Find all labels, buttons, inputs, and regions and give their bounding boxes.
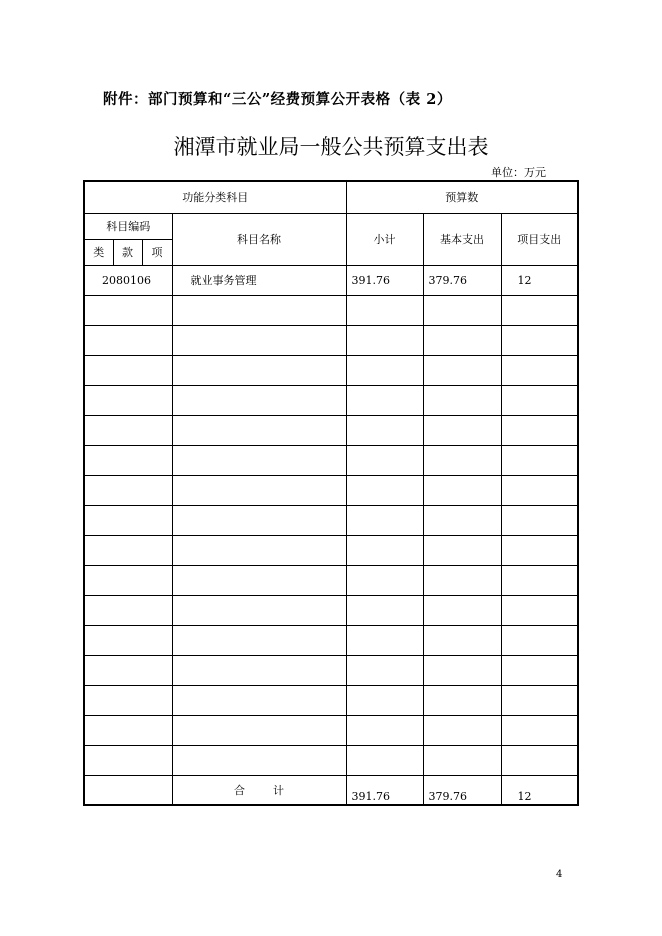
empty-cell — [423, 625, 501, 655]
empty-cell — [501, 415, 578, 445]
empty-row — [84, 625, 578, 655]
empty-cell — [423, 535, 501, 565]
header-budget-amount: 预算数 — [346, 181, 578, 213]
empty-cell — [346, 295, 423, 325]
empty-row — [84, 385, 578, 415]
empty-row — [84, 295, 578, 325]
empty-cell — [172, 445, 346, 475]
empty-cell — [172, 685, 346, 715]
header-function-category: 功能分类科目 — [84, 181, 346, 213]
empty-cell — [423, 325, 501, 355]
row-project: 12 — [501, 265, 578, 295]
empty-cell — [346, 715, 423, 745]
empty-cell — [346, 595, 423, 625]
empty-cell — [84, 715, 172, 745]
empty-cell — [501, 715, 578, 745]
empty-cell — [172, 295, 346, 325]
total-basic: 379.76 — [423, 775, 501, 805]
empty-cell — [423, 745, 501, 775]
empty-cell — [346, 355, 423, 385]
empty-cell — [501, 535, 578, 565]
empty-cell — [172, 655, 346, 685]
empty-cell — [84, 625, 172, 655]
empty-cell — [172, 625, 346, 655]
total-label-he: 合 — [234, 783, 245, 797]
header-basic-expenditure: 基本支出 — [423, 213, 501, 265]
empty-cell — [423, 685, 501, 715]
empty-row — [84, 475, 578, 505]
empty-cell — [423, 505, 501, 535]
empty-cell — [501, 565, 578, 595]
empty-cell — [501, 655, 578, 685]
empty-row — [84, 745, 578, 775]
empty-cell — [501, 625, 578, 655]
empty-cell — [346, 745, 423, 775]
empty-cell — [501, 745, 578, 775]
empty-cell — [84, 295, 172, 325]
empty-row — [84, 445, 578, 475]
header-xiang: 项 — [142, 239, 172, 265]
empty-cell — [423, 295, 501, 325]
total-label-ji: 计 — [273, 783, 284, 797]
empty-cell — [84, 355, 172, 385]
empty-row — [84, 355, 578, 385]
table-row — [84, 265, 578, 295]
empty-row — [84, 655, 578, 685]
empty-cell — [346, 535, 423, 565]
total-project: 12 — [501, 775, 578, 805]
empty-row — [84, 505, 578, 535]
empty-cell — [84, 565, 172, 595]
empty-cell — [172, 715, 346, 745]
header-project-expenditure: 项目支出 — [501, 213, 578, 265]
total-row — [84, 775, 578, 805]
empty-cell — [84, 505, 172, 535]
empty-cell — [501, 325, 578, 355]
empty-cell — [172, 355, 346, 385]
empty-cell — [423, 475, 501, 505]
empty-row — [84, 535, 578, 565]
empty-cell — [346, 505, 423, 535]
empty-row — [84, 595, 578, 625]
empty-cell — [346, 325, 423, 355]
empty-cell — [423, 565, 501, 595]
empty-cell — [423, 385, 501, 415]
empty-cell — [84, 775, 172, 805]
empty-cell — [172, 745, 346, 775]
empty-cell — [172, 475, 346, 505]
empty-cell — [84, 535, 172, 565]
row-basic: 379.76 — [423, 265, 501, 295]
empty-cell — [346, 445, 423, 475]
empty-cell — [501, 595, 578, 625]
unit-label: 单位：万元 — [491, 166, 546, 179]
empty-cell — [172, 565, 346, 595]
header-subject-code: 科目编码 — [84, 213, 172, 239]
empty-cell — [84, 655, 172, 685]
row-name: 就业事务管理 — [172, 265, 346, 295]
empty-row — [84, 565, 578, 595]
empty-cell — [84, 445, 172, 475]
empty-cell — [172, 505, 346, 535]
empty-cell — [84, 595, 172, 625]
empty-cell — [423, 595, 501, 625]
empty-cell — [346, 655, 423, 685]
header-lei: 类 — [84, 239, 113, 265]
empty-cell — [84, 685, 172, 715]
attachment-title: 附件：部门预算和“三公”经费预算公开表格（表 2） — [103, 91, 452, 108]
empty-cell — [501, 505, 578, 535]
empty-cell — [84, 475, 172, 505]
empty-cell — [172, 415, 346, 445]
empty-cell — [501, 445, 578, 475]
empty-cell — [423, 445, 501, 475]
empty-cell — [84, 325, 172, 355]
total-label — [172, 775, 346, 805]
row-code: 2080106 — [84, 265, 172, 295]
page-number: 4 — [556, 869, 563, 880]
empty-cell — [84, 385, 172, 415]
empty-cell — [501, 355, 578, 385]
empty-cell — [84, 745, 172, 775]
row-subtotal: 391.76 — [346, 265, 423, 295]
header-subtotal: 小计 — [346, 213, 423, 265]
empty-row — [84, 715, 578, 745]
empty-cell — [172, 325, 346, 355]
empty-cell — [346, 565, 423, 595]
empty-cell — [346, 685, 423, 715]
empty-cell — [501, 475, 578, 505]
header-kuan: 款 — [113, 239, 142, 265]
empty-row — [84, 685, 578, 715]
empty-cell — [501, 385, 578, 415]
empty-cell — [172, 595, 346, 625]
empty-cell — [172, 385, 346, 415]
empty-row — [84, 415, 578, 445]
empty-cell — [172, 535, 346, 565]
empty-cell — [501, 295, 578, 325]
empty-row — [84, 325, 578, 355]
empty-cell — [346, 475, 423, 505]
page-title: 湘潭市就业局一般公共预算支出表 — [173, 135, 489, 159]
empty-cell — [423, 655, 501, 685]
empty-cell — [84, 415, 172, 445]
empty-cell — [423, 355, 501, 385]
empty-cell — [423, 715, 501, 745]
total-subtotal: 391.76 — [346, 775, 423, 805]
empty-cell — [501, 685, 578, 715]
empty-cell — [346, 625, 423, 655]
empty-cell — [423, 415, 501, 445]
empty-cell — [346, 415, 423, 445]
header-subject-name: 科目名称 — [172, 213, 346, 265]
budget-table — [83, 180, 579, 806]
empty-cell — [346, 385, 423, 415]
